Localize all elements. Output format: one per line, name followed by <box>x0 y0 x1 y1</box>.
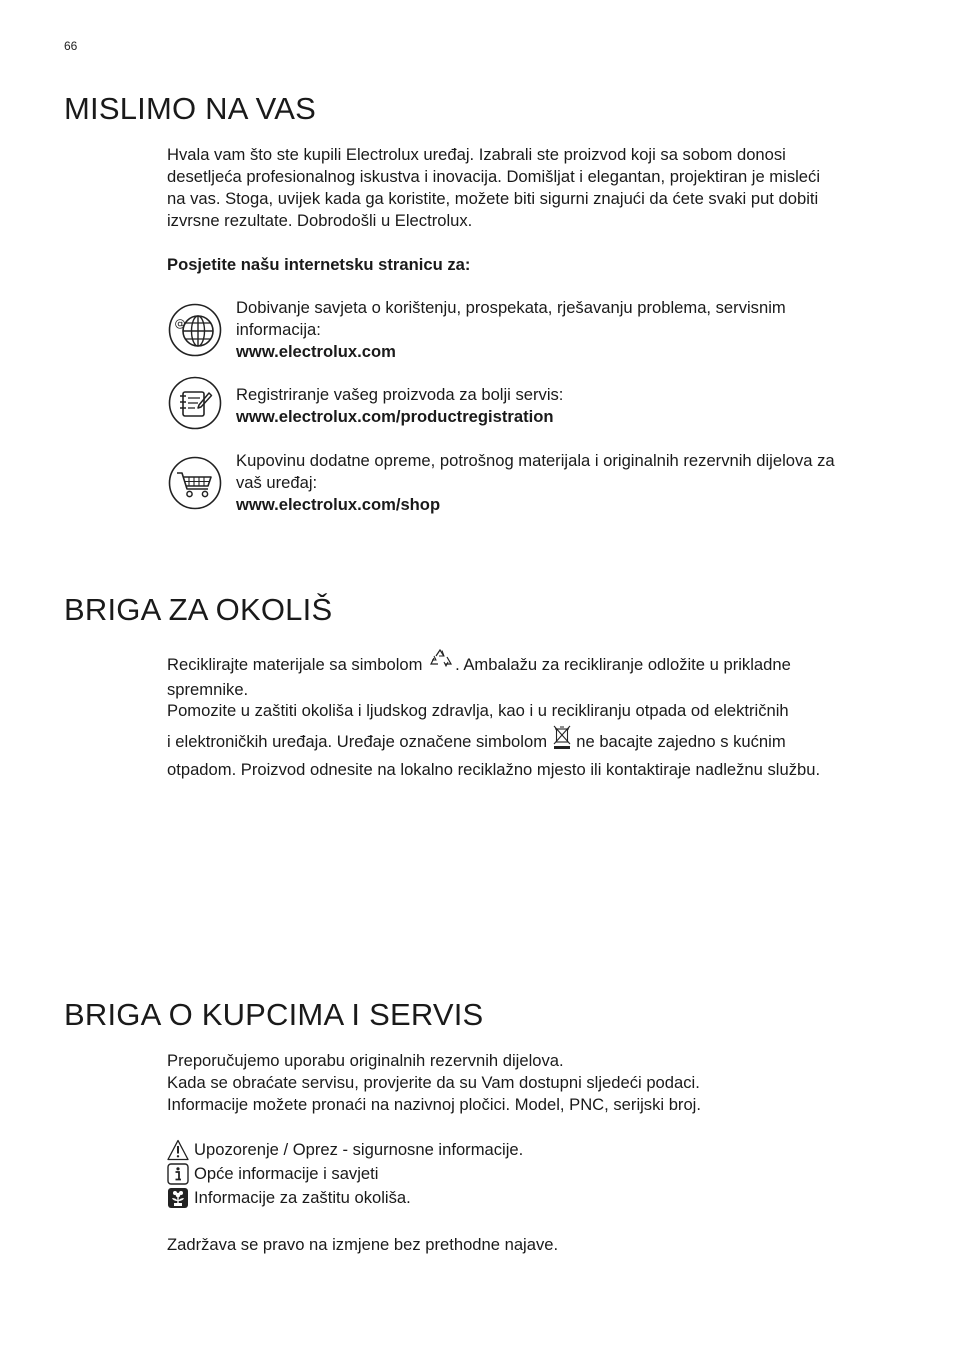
intro-paragraph <box>167 144 897 232</box>
page-number: 66 <box>64 39 78 53</box>
warning-triangle-icon <box>167 1139 189 1161</box>
intro-line: na vas. Stoga, uvijek kada ga koristite, možete biti sigurni znajući da ćete svaki put dobiti <box>167 189 819 208</box>
weee-line: i elektroničkih uređaja. Uređaje označene simbolom ne bacajte zajedno s kućnim <box>167 723 897 759</box>
environment-flower-icon <box>167 1187 189 1209</box>
svg-text:@: @ <box>174 317 186 330</box>
service-line: Preporučujemo uporabu originalnih rezervnih dijelova. <box>167 1051 564 1070</box>
disclaimer: Zadržava se pravo na izmjene bez prethodne najave. <box>167 1235 559 1254</box>
visit-heading: Posjetite našu internetsku stranicu za: <box>167 255 471 274</box>
intro-line: izvrsne rezultate. Dobrodošli u Electrolux. <box>167 211 473 230</box>
recycle-line: Reciklirajte materijale sa simbolom . Ambalažu za recikliranje odložite u prikladne <box>167 646 897 679</box>
link-row-shop <box>236 450 901 516</box>
link-description: Registriranje vašeg proizvoda za bolji servis: <box>236 385 564 404</box>
link-description: Kupovinu dodatne opreme, potrošnog materijala i originalnih rezervnih dijelova za <box>236 451 835 470</box>
legend-label: Upozorenje / Oprez - sigurnosne informacije. <box>194 1140 524 1159</box>
link-description: vaš uređaj: <box>236 473 318 492</box>
recycling-symbol-icon <box>427 646 455 679</box>
link-url-electrolux[interactable]: www.electrolux.com <box>236 342 396 361</box>
recycle-line: spremnike. <box>167 680 249 699</box>
intro-line: Hvala vam što ste kupili Electrolux uređaj. Izabrali ste proizvod koji sa sobom donosi <box>167 145 786 164</box>
link-description: Dobivanje savjeta o korištenju, prospekata, rješavanju problema, servisnim <box>236 298 786 317</box>
section-title-mislimo-na-vas: MISLIMO NA VAS <box>64 91 317 126</box>
service-line: Informacije možete pronaći na nazivnoj pločici. Model, PNC, serijski broj. <box>167 1095 701 1114</box>
registration-form-icon <box>168 376 222 430</box>
link-url-productregistration[interactable]: www.electrolux.com/productregistration <box>236 407 554 426</box>
legend-item-warning <box>167 1138 897 1162</box>
link-description: informacija: <box>236 320 321 339</box>
service-paragraph <box>167 1050 897 1116</box>
link-row-support <box>236 297 901 363</box>
service-line: Kada se obraćate servisu, provjerite da su Vam dostupni sljedeći podaci. <box>167 1073 700 1092</box>
legend-label: Informacije za zaštitu okoliša. <box>194 1188 411 1207</box>
link-row-registration <box>236 384 901 428</box>
section-title-briga-za-okolis: BRIGA ZA OKOLIŠ <box>64 592 333 627</box>
weee-line: Pomozite u zaštiti okoliša i ljudskog zdravlja, kao i u recikliranju otpada od električnih <box>167 701 789 720</box>
symbol-legend <box>167 1138 897 1210</box>
intro-line: desetljeća profesionalnog iskustva i inovacija. Domišljat i elegantan, projektiran je misleći <box>167 167 821 186</box>
legend-item-info <box>167 1162 897 1186</box>
section-title-briga-o-kupcima: BRIGA O KUPCIMA I SERVIS <box>64 997 484 1032</box>
legend-label: Opće informacije i savjeti <box>194 1164 379 1183</box>
crossed-bin-icon <box>552 723 572 759</box>
weee-line: otpadom. Proizvod odnesite na lokalno reciklažno mjesto ili kontaktiraje nadležnu službu. <box>167 760 821 779</box>
globe-at-icon <box>168 303 222 357</box>
info-icon <box>167 1163 189 1185</box>
legend-item-environment <box>167 1186 897 1210</box>
environment-paragraph <box>167 646 897 780</box>
shopping-cart-icon <box>168 456 222 510</box>
link-url-shop[interactable]: www.electrolux.com/shop <box>236 495 441 514</box>
